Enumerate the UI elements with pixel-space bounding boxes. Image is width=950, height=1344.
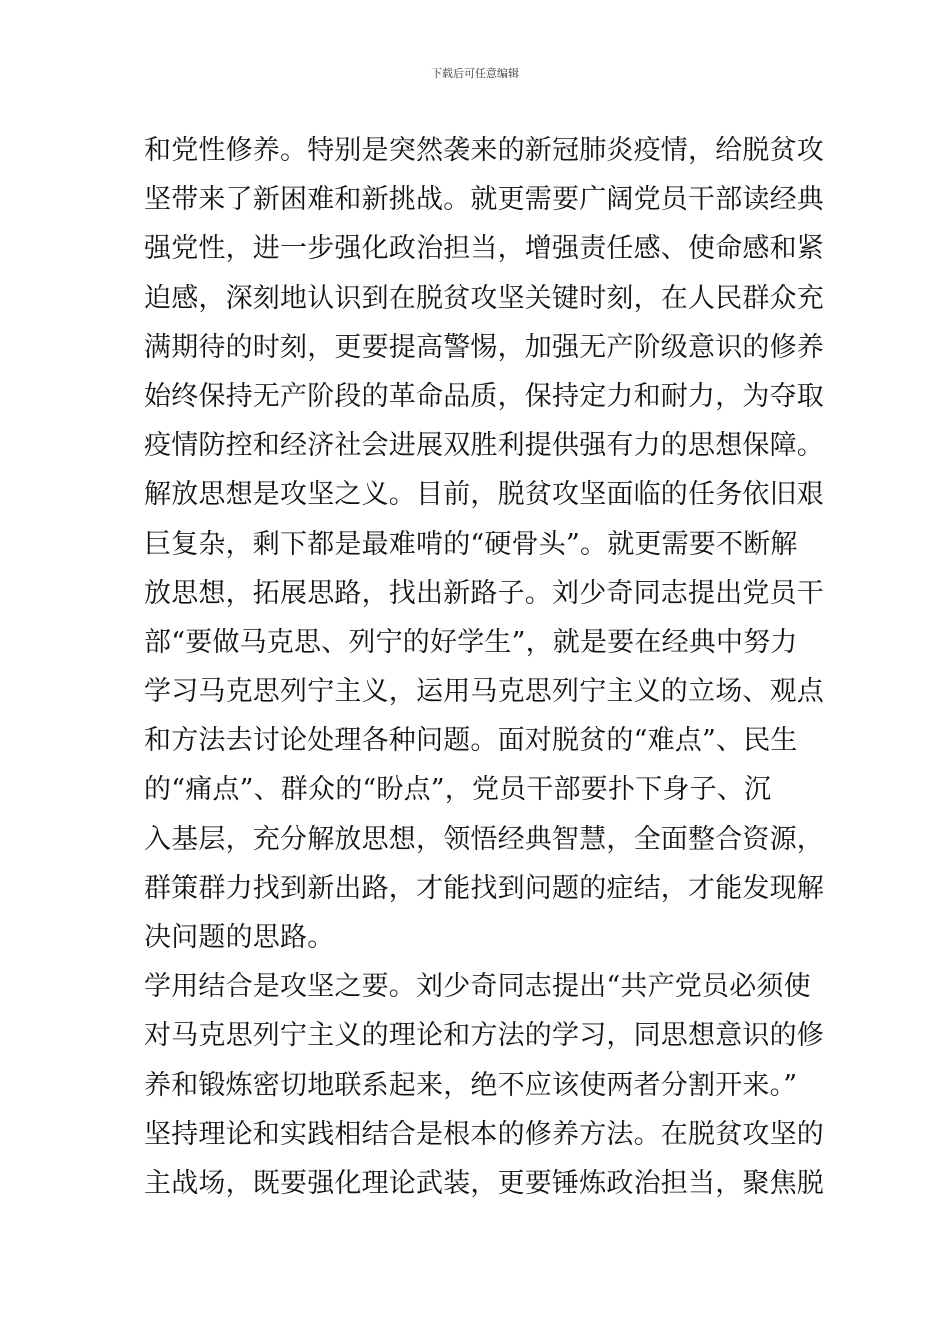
text-line: 对马克思列宁主义的理论和方法的学习，同思想意识的修	[144, 1020, 824, 1052]
text-line: 决问题的思路。	[144, 922, 335, 953]
text-line: 解放思想是攻坚之义。目前，脱贫攻坚面临的任务依旧艰	[144, 479, 824, 511]
text-line: 入基层，充分解放思想，领悟经典智慧，全面整合资源，	[144, 823, 824, 855]
text-line: 坚带来了新困难和新挑战。就更需要广阔党员干部读经典	[144, 184, 824, 216]
text-line: 放思想，拓展思路，找出新路子。刘少奇同志提出党员干	[144, 577, 824, 609]
text-line: 强党性，进一步强化政治担当，增强责任感、使命感和紧	[144, 233, 824, 265]
text-line: 群策群力找到新出路，才能找到问题的症结，才能发现解	[144, 872, 824, 904]
text-line: 学用结合是攻坚之要。刘少奇同志提出“共产党员必须使	[144, 971, 811, 1003]
text-line: 始终保持无产阶段的革命品质，保持定力和耐力，为夺取	[144, 380, 824, 412]
text-line: 和党性修养。特别是突然袭来的新冠肺炎疫情，给脱贫攻	[144, 135, 824, 166]
text-line: 疫情防控和经济社会进展双胜利提供强有力的思想保障。	[144, 430, 824, 462]
text-line: 迫感，深刻地认识到在脱贫攻坚关键时刻，在人民群众充	[144, 282, 824, 314]
text-line: 满期待的时刻，更要提高警惕，加强无产阶级意识的修养	[144, 331, 824, 363]
page-header: 下载后可任意编辑	[431, 67, 519, 80]
text-line: 坚持理论和实践相结合是根本的修养方法。在脱贫攻坚的	[144, 1118, 824, 1150]
text-line: 养和锻炼密切地联系起来，绝不应该使两者分割开来。”	[144, 1069, 798, 1101]
text-line: 部“要做马克思、列宁的好学生”，就是要在经典中努力	[144, 626, 798, 658]
text-line: 学习马克思列宁主义，运用马克思列宁主义的立场、观点	[144, 676, 824, 708]
text-line: 主战场，既要强化理论武装，更要锤炼政治担当，聚焦脱	[144, 1167, 824, 1199]
text-line: 的“痛点”、群众的“盼点”，党员干部要扑下身子、沉	[144, 774, 772, 806]
text-line: 巨复杂，剩下都是最难啃的“硬骨头”。就更需要不断解	[144, 528, 798, 560]
text-line: 和方法去讨论处理各种问题。面对脱贫的“难点”、民生	[144, 725, 798, 757]
body-text	[144, 126, 824, 1208]
